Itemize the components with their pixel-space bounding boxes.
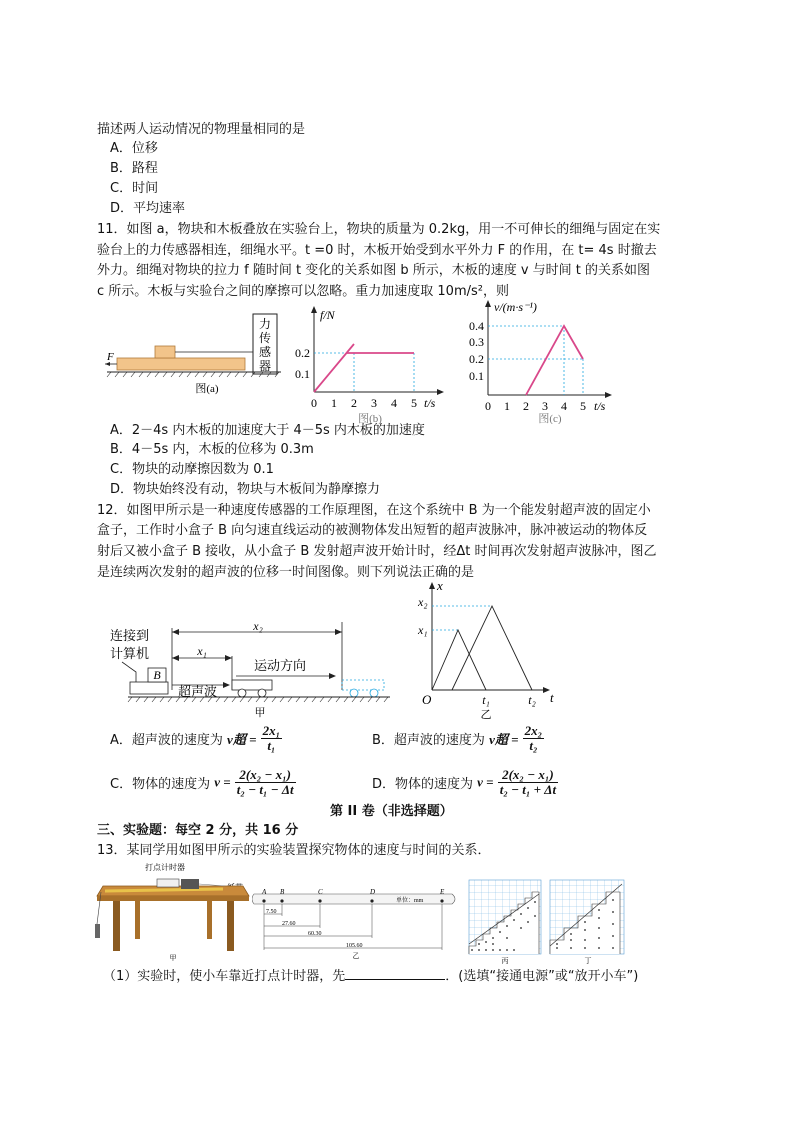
board — [117, 358, 245, 370]
tape-point-D: D — [370, 888, 376, 896]
q11-option-a: A．2－4s 内木板的加速度大于 4－5s 内木板的加速度 — [110, 423, 425, 438]
section3-title: 三、实验题：每空 2 分，共 16 分 — [97, 823, 299, 838]
q10-stem: 描述两人运动情况的物理量相同的是 — [97, 122, 306, 137]
tape-dim-4: 105.60 — [346, 943, 363, 949]
fig-b-ytick-0.1: 0.1 — [295, 367, 310, 381]
sensor-label-2: 传 — [258, 331, 272, 345]
box-B-label: B — [153, 668, 161, 682]
q11-figure-a — [105, 310, 285, 400]
x2-label: x₂ — [253, 619, 263, 633]
fig-c-ytick-0.1: 0.1 — [469, 369, 484, 383]
yi-t2-label: t₂ — [528, 693, 536, 707]
q11-line-2: 验台上的力传感器相连，细绳水平。t =0 时，木板开始受到水平外力 F 的作用，在 t= 4s 时撤去 — [97, 243, 657, 258]
q13-fig-yi-caption: 乙 — [352, 952, 360, 960]
fig-b-caption: 图(b) — [358, 413, 382, 424]
q12-line-2: 盒子，工作时小盒子 B 向匀速直线运动的被测物体发出短暂的超声波脉冲，脉冲被运动的物体反 — [97, 523, 648, 538]
q12-option-c-num: 2(x₂ − x₁) — [235, 768, 296, 783]
fig-c-velocity-line — [526, 326, 583, 395]
q12-option-c — [110, 768, 296, 797]
q12-option-d — [372, 768, 558, 797]
q12-figure-jia — [110, 608, 400, 720]
fig-c-ytick-0.2: 0.2 — [469, 352, 484, 366]
q13-sub1 — [103, 967, 638, 986]
block — [155, 346, 175, 358]
q12-option-b-den: t₂ — [529, 738, 538, 753]
fig-c-ylabel: v/(m·s⁻¹) — [494, 300, 537, 314]
fig-c-xtick-1: 1 — [504, 399, 510, 413]
q12-option-d-num: 2(x₂ − x₁) — [498, 768, 558, 783]
tape-point-A: A — [262, 888, 267, 896]
q12-option-c-v: v = — [214, 774, 231, 790]
fig-c-xlabel: t/s — [594, 399, 606, 413]
fig-b-xtick-4: 4 — [391, 396, 397, 410]
q11-line-4: c 所示。木板与实验台之间的摩擦可以忽略。重力加速度取 10m/s²，则 — [97, 284, 509, 299]
q12-option-b-num: 2x₂ — [524, 723, 543, 738]
q10-option-d: D．平均速率 — [110, 201, 186, 216]
motion-direction-label: 运动方向 — [254, 658, 307, 673]
q13-figure-ding — [548, 878, 628, 964]
fig-b-xtick-0: 0 — [311, 396, 317, 410]
q13-sub1-text-a: （1）实验时，使小车靠近打点计时器，先 — [103, 969, 346, 984]
fig-c-caption: 图(c) — [538, 413, 562, 424]
q10-option-b: B．路程 — [110, 161, 158, 176]
computer-label-1: 连接到 — [110, 628, 150, 643]
q11-figure-c — [460, 300, 620, 424]
tape-dim-2: 27.60 — [282, 921, 296, 927]
q12-line-3: 射后又被小盒子 B 接收，从小盒子 B 发射超声波开始计时，经Δt 时间再次发射超声波脉冲，图乙 — [97, 544, 657, 559]
fig-a-caption: 图(a) — [195, 383, 219, 395]
tape-point-B: B — [280, 888, 285, 896]
fig-c-xtick-0: 0 — [485, 399, 491, 413]
q13-figure-bing — [467, 878, 545, 964]
q13-figure-yi — [252, 888, 460, 960]
tape-point-C: C — [318, 888, 323, 896]
sensor-label-4: 器 — [258, 359, 272, 373]
timer-label: 打点计时器 — [145, 863, 185, 872]
tape-dim-1: 7.50 — [266, 909, 277, 915]
q11-figure-b — [290, 306, 450, 424]
yi-x2-label: x₂ — [418, 595, 428, 609]
fig-b-xlabel: t/s — [424, 396, 436, 410]
q12-option-d-text: D．物体的速度为 — [372, 777, 474, 792]
tape-dim-3: 60.30 — [308, 931, 322, 937]
sensor-label-1: 力 — [258, 317, 272, 331]
fig-c-ytick-0.4: 0.4 — [469, 319, 484, 333]
q11-option-c: C．物块的动摩擦因数为 0.1 — [110, 462, 274, 477]
q12-option-a-text: A．超声波的速度为 — [110, 733, 223, 748]
fig-c-xtick-3: 3 — [542, 399, 548, 413]
q12-option-a-v: v超 = — [227, 732, 257, 747]
q12-option-a — [110, 724, 282, 753]
x1-label: x₁ — [197, 644, 207, 658]
fig-jia-caption: 甲 — [254, 707, 266, 719]
sensor-label-3: 感 — [258, 345, 272, 359]
q11-option-d: D．物块始终没有动，物块与木板间为静摩擦力 — [110, 482, 381, 497]
q12-option-a-num: 2x₁ — [262, 723, 281, 738]
fig-c-ytick-0.3: 0.3 — [469, 335, 484, 349]
yi-axis-t-label: t — [550, 690, 554, 705]
fig-c-xtick-2: 2 — [523, 399, 529, 413]
tape-unit: 单位：mm — [396, 898, 424, 904]
fig-c-xtick-5: 5 — [580, 399, 586, 413]
yi-t1-label: t₁ — [482, 693, 490, 707]
q11-option-b: B．4－5s 内，木板的位移为 0.3m — [110, 442, 314, 457]
q12-line-4: 是连续两次发射的超声波的位移一时间图像。则下列说法正确的是 — [97, 565, 475, 580]
tape-point-E: E — [440, 888, 445, 896]
yi-origin-label: O — [422, 692, 432, 707]
q10-option-c: C．时间 — [110, 181, 159, 196]
force-F-label: F — [107, 351, 114, 363]
q13-fig-bing-caption: 丙 — [501, 957, 509, 964]
q13-sub1-answer-blank[interactable] — [345, 967, 445, 980]
q12-option-b-v: v超 = — [489, 732, 519, 747]
yi-first-pulse — [432, 630, 486, 690]
yi-x1-label: x₁ — [418, 623, 428, 637]
q12-figure-yi — [410, 578, 560, 720]
q10-option-a: A．位移 — [110, 141, 158, 156]
q12-option-b-text: B．超声波的速度为 — [372, 733, 485, 748]
yi-axis-x-label: x — [437, 578, 443, 593]
fig-yi-caption: 乙 — [480, 709, 492, 720]
q12-option-d-v: v = — [477, 774, 494, 790]
q11-line-1: 11．如图 a，物块和木板叠放在实验台上，物块的质量为 0.2kg，用一不可伸长的细绳与固定在实 — [97, 222, 661, 237]
q12-line-1: 12．如图甲所示是一种速度传感器的工作原理图，在这个系统中 B 为一个能发射超声波的固定小 — [97, 503, 651, 518]
part2-title: 第 II 卷（非选择题） — [330, 804, 453, 819]
q12-option-a-den: t₁ — [267, 738, 276, 753]
q13-stem: 13．某同学用如图甲所示的实验装置探究物体的速度与时间的关系． — [97, 843, 491, 858]
fig-b-xtick-5: 5 — [411, 396, 417, 410]
ultrasonic-label: 超声波 — [178, 684, 218, 699]
q12-option-d-den: t₂ − t₁ + Δt — [499, 782, 557, 797]
q12-option-c-text: C．物体的速度为 — [110, 777, 211, 792]
fig-b-rising-line — [314, 344, 354, 392]
q13-figure-jia — [95, 862, 250, 962]
q13-fig-ding-caption: 丁 — [584, 957, 592, 964]
q13-sub1-text-b: ．(选填“接通电源”或“放开小车”) — [445, 969, 639, 984]
q12-option-c-den: t₂ − t₁ − Δt — [236, 782, 294, 797]
q13-fig-jia-caption: 甲 — [169, 954, 177, 962]
computer-label-2: 计算机 — [110, 646, 150, 661]
fig-c-xtick-4: 4 — [561, 399, 567, 413]
q11-line-3: 外力。细绳对物块的拉力 f 随时间 t 变化的关系如图 b 所示，木板的速度 v 与时间 t 的关系如图 — [97, 263, 651, 278]
fig-b-xtick-2: 2 — [351, 396, 357, 410]
fig-b-xtick-3: 3 — [371, 396, 377, 410]
fig-b-ylabel: f/N — [320, 308, 335, 322]
fig-b-ytick-0.2: 0.2 — [295, 346, 310, 360]
q12-option-b — [372, 724, 544, 753]
fig-b-xtick-1: 1 — [331, 396, 337, 410]
yi-second-pulse — [452, 606, 532, 690]
